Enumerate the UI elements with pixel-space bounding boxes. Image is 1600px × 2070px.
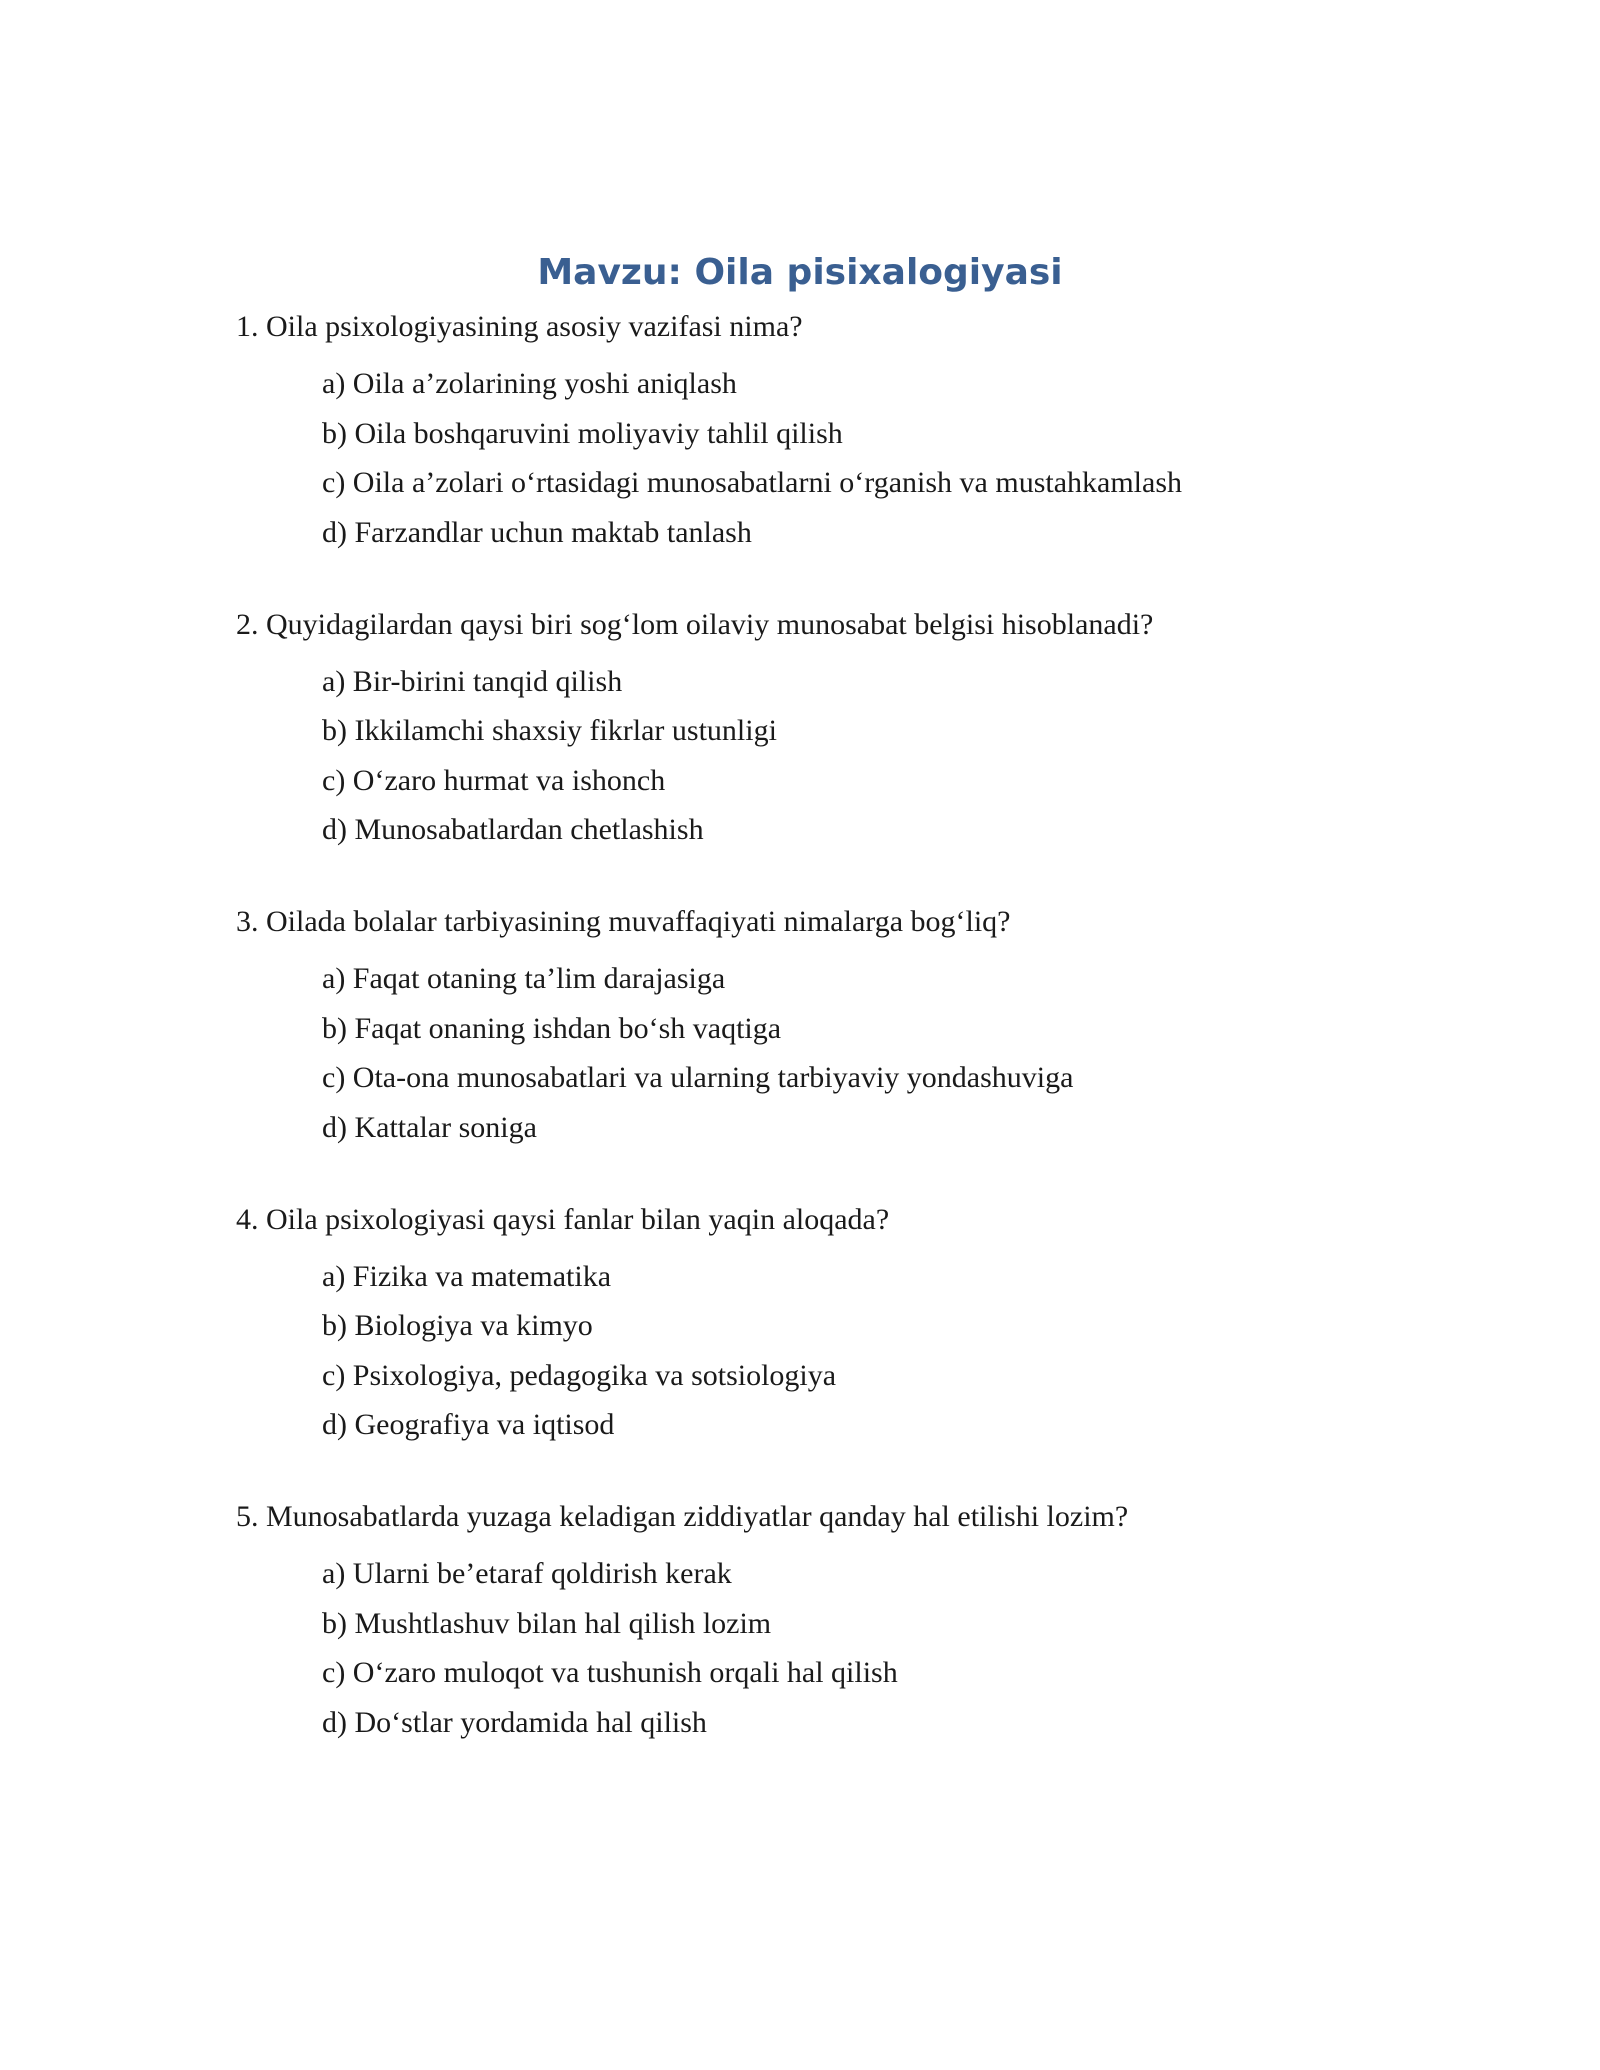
answer-option: b) Faqat onaning ishdan bo‘sh vaqtiga [322, 1011, 782, 1045]
question-block-3 [236, 905, 1436, 1145]
answer-option: d) Munosabatlardan chetlashish [322, 813, 704, 846]
question-text: 2. Quyidagilardan qaysi biri sog‘lom oilaviy munosabat belgisi hisoblanadi? [236, 607, 1154, 641]
answer-option: a) Oila a’zolarining yoshi aniqlash [322, 367, 737, 400]
answer-option: a) Ularni be’etaraf qoldirish kerak [322, 1557, 732, 1590]
answer-options [236, 962, 1436, 1145]
answer-option: b) Biologiya va kimyo [322, 1309, 593, 1342]
answer-option: b) Mushtlashuv bilan hal qilish lozim [322, 1606, 772, 1640]
answer-options [236, 367, 1436, 550]
quiz [236, 310, 1436, 1798]
answer-option: d) Geografiya va iqtisod [322, 1408, 615, 1441]
answer-option: c) Oila a’zolari o‘rtasidagi munosabatlarni o‘rganish va mustahkamlash [322, 466, 1183, 499]
answer-option: c) Psixologiya, pedagogika va sotsiologiya [322, 1358, 837, 1392]
answer-options [236, 1557, 1436, 1740]
answer-option: b) Ikkilamchi shaxsiy fikrlar ustunligi [322, 714, 777, 747]
question-text: 1. Oila psixologiyasining asosiy vazifasi nima? [236, 310, 803, 343]
answer-option: c) O‘zaro hurmat va ishonch [322, 763, 666, 797]
question-text: 4. Oila psixologiyasi qaysi fanlar bilan yaqin aloqada? [236, 1202, 890, 1236]
answer-options [236, 665, 1436, 848]
answer-option: c) Ota-ona munosabatlari va ularning tarbiyaviy yondashuviga [322, 1061, 1074, 1094]
answer-options [236, 1260, 1436, 1443]
answer-option: d) Do‘stlar yordamida hal qilish [322, 1705, 707, 1739]
answer-option: a) Bir-birini tanqid qilish [322, 664, 623, 698]
answer-option: a) Faqat otaning ta’lim darajasiga [322, 962, 726, 995]
answer-option: b) Oila boshqaruvini moliyaviy tahlil qilish [322, 416, 843, 450]
answer-option: a) Fizika va matematika [322, 1259, 612, 1293]
answer-option: c) O‘zaro muloqot va tushunish orqali hal qilish [322, 1656, 898, 1689]
answer-option: d) Farzandlar uchun maktab tanlash [322, 515, 752, 549]
question-text: 5. Munosabatlarda yuzaga keladigan ziddiyatlar qanday hal etilishi lozim? [236, 1500, 1129, 1533]
question-block-1 [236, 310, 1436, 550]
question-text: 3. Oilada bolalar tarbiyasining muvaffaqiyati nimalarga bog‘liq? [236, 905, 1011, 938]
document-title: Mavzu: Oila pisixalogiyasi [537, 252, 1063, 293]
answer-option: d) Kattalar soniga [322, 1110, 537, 1144]
question-block-4 [236, 1203, 1436, 1443]
question-block-5 [236, 1500, 1436, 1740]
question-block-2 [236, 608, 1436, 848]
